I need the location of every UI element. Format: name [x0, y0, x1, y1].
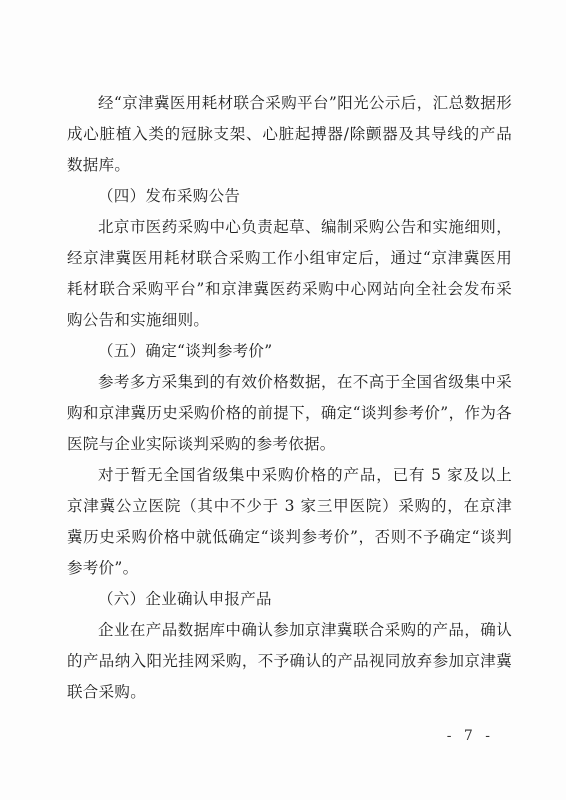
section-heading-publish-announcement: （四）发布采购公告	[98, 187, 241, 205]
paragraph-reference-price-exception: 对于暂无全国省级集中采购价格的产品，已有 5 家及以上京津冀公立医院（其中不少于 3 家三甲医院）采购的，在京津冀历史采购价格中就低确定“谈判参考价”，否则不予确定“谈判参考价”。	[67, 466, 512, 577]
section-heading-reference-price: （五）确定“谈判参考价”	[98, 342, 273, 360]
page-number: - 7 -	[446, 728, 494, 744]
section-heading-confirm-products: （六）企业确认申报产品	[98, 590, 272, 608]
document-body	[67, 88, 512, 708]
paragraph-database-summary: 经“京津冀医用耗材联合采购平台”阳光公示后，汇总数据形成心脏植入类的冠脉支架、心脏起搏器/除颤器及其导线的产品数据库。	[67, 94, 512, 174]
paragraph-confirm-products: 企业在产品数据库中确认参加京津冀联合采购的产品，确认的产品纳入阳光挂网采购，不予确认的产品视同放弃参加京津冀联合采购。	[67, 621, 512, 701]
paragraph-publish-announcement: 北京市医药采购中心负责起草、编制采购公告和实施细则，经京津冀医用耗材联合采购工作小组审定后，通过“京津冀医用耗材联合采购平台”和京津冀医药采购中心网站向全社会发布采购公告和实施细则。	[67, 218, 512, 329]
paragraph-reference-price: 参考多方采集到的有效价格数据，在不高于全国省级集中采购和京津冀历史采购价格的前提下，确定“谈判参考价”，作为各医院与企业实际谈判采购的参考依据。	[67, 373, 512, 453]
